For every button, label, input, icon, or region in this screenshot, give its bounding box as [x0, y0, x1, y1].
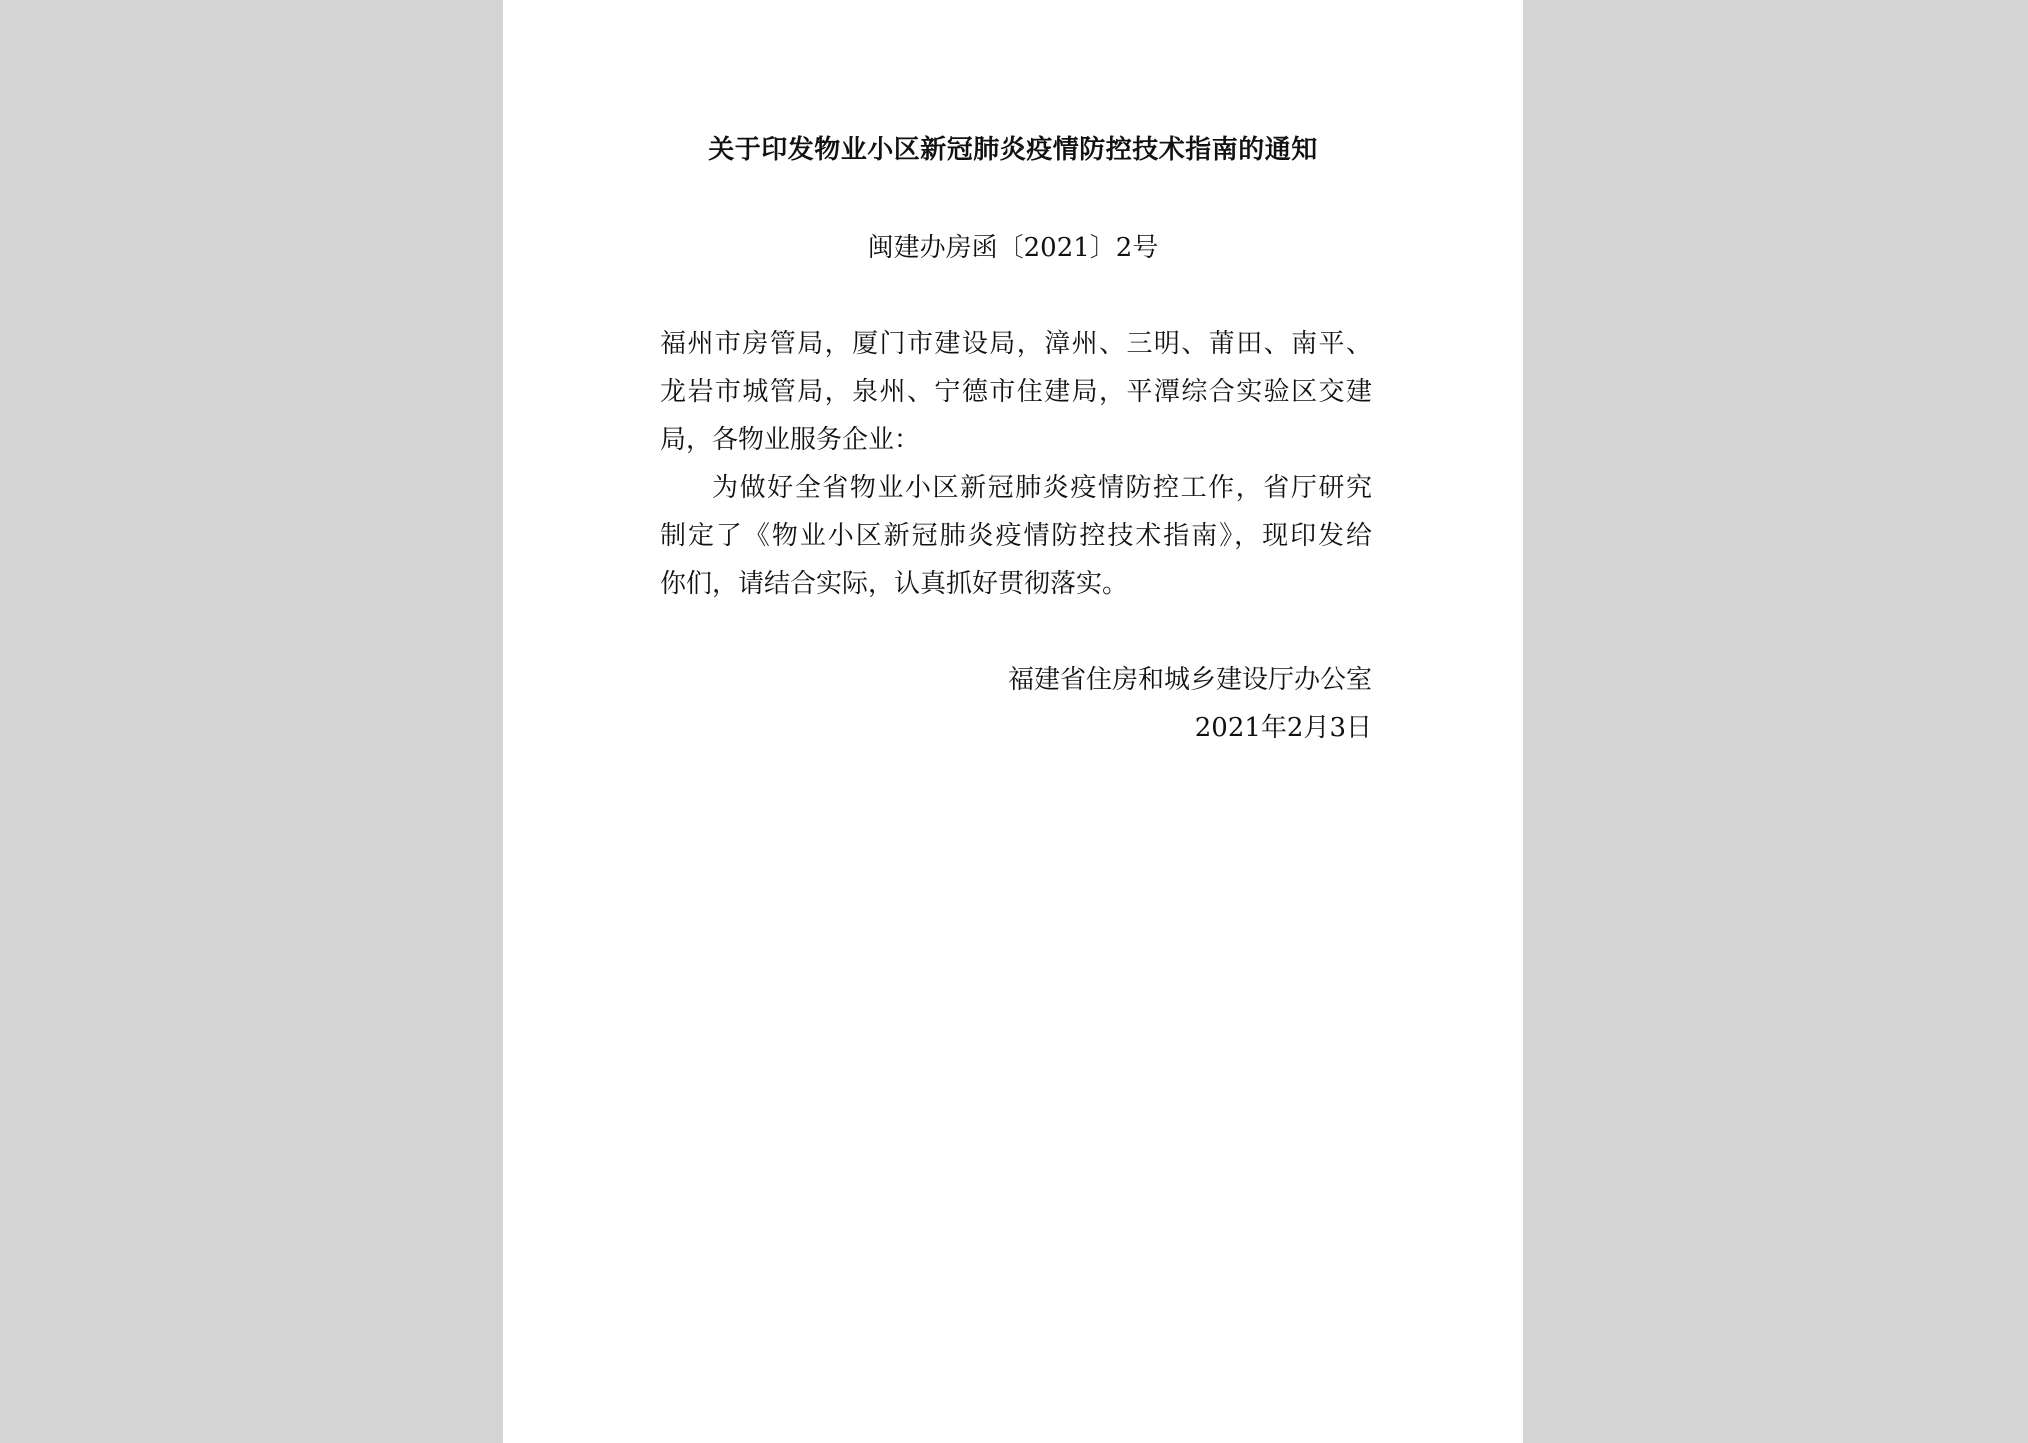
signature-date: 2021年2月3日 — [1194, 713, 1372, 743]
body-line: 为做好全省物业小区新冠肺炎疫情防控工作，省厅研究 — [712, 473, 1372, 503]
document-page — [503, 0, 1523, 1443]
addressee-line: 龙岩市城管局，泉州、宁德市住建局，平潭综合实验区交建 — [660, 377, 1372, 407]
signature-organization: 福建省住房和城乡建设厅办公室 — [1007, 665, 1372, 695]
document-body — [660, 320, 1372, 608]
addressee-line: 局，各物业服务企业： — [660, 425, 921, 455]
document-title: 关于印发物业小区新冠肺炎疫情防控技术指南的通知 — [708, 135, 1318, 165]
addressee-line: 福州市房管局，厦门市建设局，漳州、三明、莆田、南平、 — [660, 329, 1372, 359]
document-number: 闽建办房函〔2021〕2号 — [867, 233, 1159, 263]
body-line: 你们，请结合实际，认真抓好贯彻落实。 — [660, 569, 1129, 599]
body-line: 制定了《物业小区新冠肺炎疫情防控技术指南》，现印发给 — [660, 521, 1372, 551]
